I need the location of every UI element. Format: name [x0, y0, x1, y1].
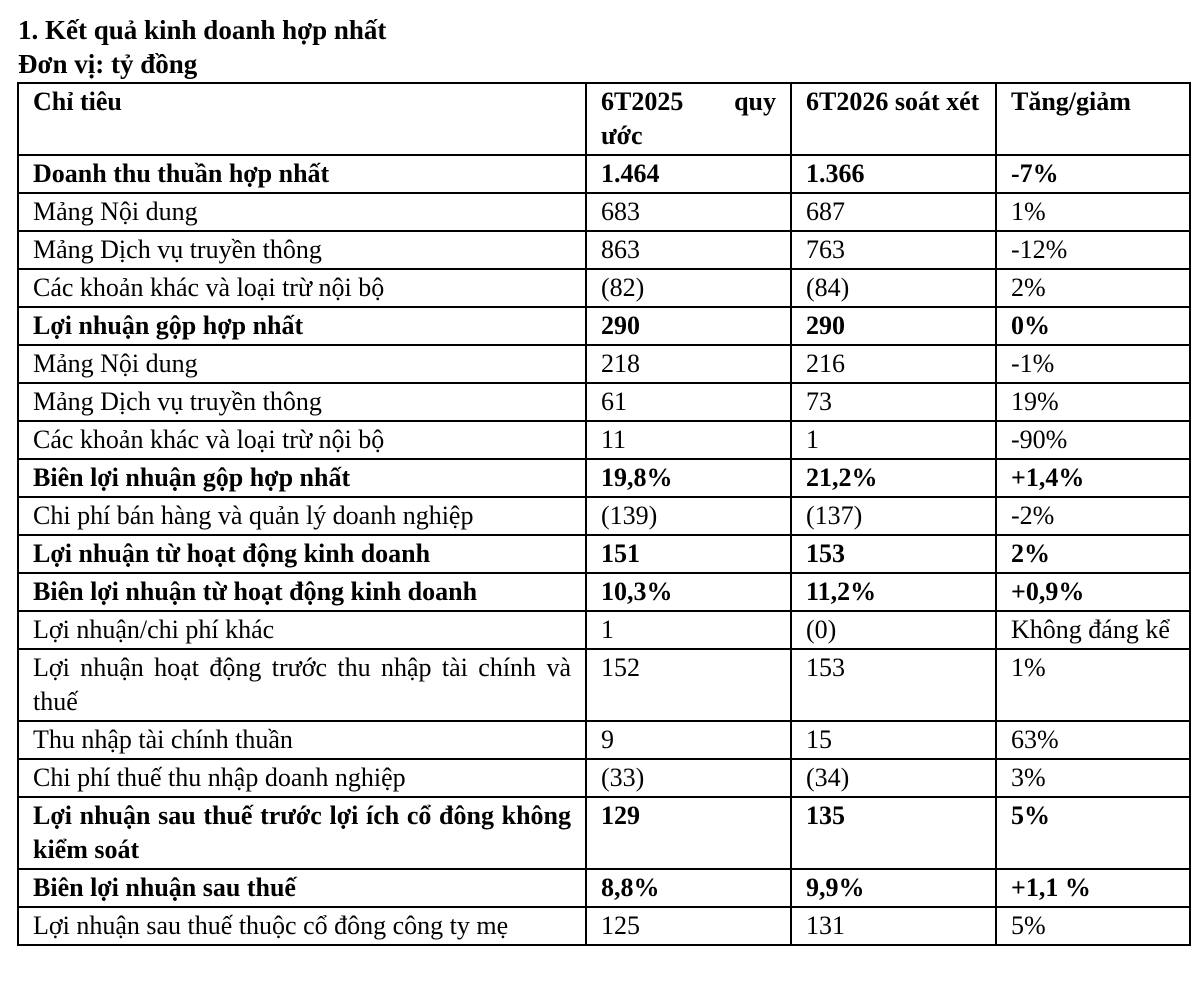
table-row: [18, 907, 1190, 945]
value-6t2026-cell: 9,9%: [791, 869, 996, 907]
indicator-cell: Mảng Nội dung: [18, 345, 586, 383]
header-6t2026: 6T2026 soát xét: [791, 83, 996, 155]
change-cell: 63%: [996, 721, 1190, 759]
change-cell: 5%: [996, 907, 1190, 945]
value-6t2026-cell: 135: [791, 797, 996, 869]
value-6t2025-cell: 10,3%: [586, 573, 791, 611]
value-6t2025-cell: 129: [586, 797, 791, 869]
value-6t2026-cell: 15: [791, 721, 996, 759]
change-cell: 1%: [996, 649, 1190, 721]
value-6t2026-cell: 1.366: [791, 155, 996, 193]
value-6t2025-cell: 9: [586, 721, 791, 759]
table-row: [18, 759, 1190, 797]
change-cell: -2%: [996, 497, 1190, 535]
value-6t2025-cell: (33): [586, 759, 791, 797]
change-cell: 2%: [996, 269, 1190, 307]
table-row: [18, 535, 1190, 573]
change-cell: 2%: [996, 535, 1190, 573]
value-6t2026-cell: 153: [791, 649, 996, 721]
indicator-cell: Mảng Dịch vụ truyền thông: [18, 231, 586, 269]
change-cell: -12%: [996, 231, 1190, 269]
table-row: [18, 497, 1190, 535]
value-6t2026-cell: 11,2%: [791, 573, 996, 611]
unit-label: Đơn vị: tỷ đồng: [18, 49, 198, 79]
value-6t2026-cell: 153: [791, 535, 996, 573]
table-row: [18, 869, 1190, 907]
table-row: [18, 797, 1190, 869]
table-row: [18, 269, 1190, 307]
value-6t2026-cell: 73: [791, 383, 996, 421]
value-6t2025-cell: 11: [586, 421, 791, 459]
indicator-cell: Thu nhập tài chính thuần: [18, 721, 586, 759]
indicator-cell: Mảng Nội dung: [18, 193, 586, 231]
indicator-cell: Biên lợi nhuận từ hoạt động kinh doanh: [18, 573, 586, 611]
indicator-cell: Doanh thu thuần hợp nhất: [18, 155, 586, 193]
change-cell: 1%: [996, 193, 1190, 231]
value-6t2026-cell: 21,2%: [791, 459, 996, 497]
value-6t2026-cell: 290: [791, 307, 996, 345]
value-6t2025-cell: (82): [586, 269, 791, 307]
value-6t2025-cell: 152: [586, 649, 791, 721]
table-row: [18, 345, 1190, 383]
change-cell: -1%: [996, 345, 1190, 383]
header-change: Tăng/giảm: [996, 83, 1190, 155]
value-6t2026-cell: 131: [791, 907, 996, 945]
indicator-cell: Mảng Dịch vụ truyền thông: [18, 383, 586, 421]
section-heading: 1. Kết quả kinh doanh hợp nhất: [18, 15, 387, 45]
indicator-cell: Biên lợi nhuận gộp hợp nhất: [18, 459, 586, 497]
value-6t2026-cell: 216: [791, 345, 996, 383]
value-6t2026-cell: 687: [791, 193, 996, 231]
header-indicator: Chỉ tiêu: [18, 83, 586, 155]
value-6t2025-cell: 1.464: [586, 155, 791, 193]
value-6t2025-cell: 8,8%: [586, 869, 791, 907]
change-cell: 5%: [996, 797, 1190, 869]
table-body: [18, 155, 1190, 945]
table-row: [18, 649, 1190, 721]
table-row: [18, 231, 1190, 269]
value-6t2025-cell: (139): [586, 497, 791, 535]
table-row: [18, 421, 1190, 459]
change-cell: +0,9%: [996, 573, 1190, 611]
change-cell: -7%: [996, 155, 1190, 193]
business-results-table: [17, 82, 1191, 946]
change-cell: 19%: [996, 383, 1190, 421]
value-6t2025-cell: 290: [586, 307, 791, 345]
value-6t2026-cell: 1: [791, 421, 996, 459]
table-row: [18, 193, 1190, 231]
table-row: [18, 721, 1190, 759]
change-cell: 0%: [996, 307, 1190, 345]
change-cell: Không đáng kể: [996, 611, 1190, 649]
indicator-cell: Chi phí thuế thu nhập doanh nghiệp: [18, 759, 586, 797]
value-6t2025-cell: 19,8%: [586, 459, 791, 497]
table-row: [18, 573, 1190, 611]
value-6t2026-cell: (137): [791, 497, 996, 535]
indicator-cell: Lợi nhuận/chi phí khác: [18, 611, 586, 649]
change-cell: 3%: [996, 759, 1190, 797]
table-row: [18, 611, 1190, 649]
value-6t2025-cell: 1: [586, 611, 791, 649]
table-row: [18, 383, 1190, 421]
indicator-cell: Các khoản khác và loại trừ nội bộ: [18, 421, 586, 459]
value-6t2026-cell: (0): [791, 611, 996, 649]
value-6t2026-cell: (84): [791, 269, 996, 307]
indicator-cell: Lợi nhuận sau thuế trước lợi ích cổ đông không kiểm soát: [18, 797, 586, 869]
table-row: [18, 307, 1190, 345]
indicator-cell: Lợi nhuận gộp hợp nhất: [18, 307, 586, 345]
indicator-cell: Lợi nhuận sau thuế thuộc cổ đông công ty mẹ: [18, 907, 586, 945]
value-6t2026-cell: 763: [791, 231, 996, 269]
value-6t2025-cell: 863: [586, 231, 791, 269]
indicator-cell: Chi phí bán hàng và quản lý doanh nghiệp: [18, 497, 586, 535]
value-6t2025-cell: 61: [586, 383, 791, 421]
indicator-cell: Các khoản khác và loại trừ nội bộ: [18, 269, 586, 307]
value-6t2025-cell: 151: [586, 535, 791, 573]
value-6t2025-cell: 683: [586, 193, 791, 231]
indicator-cell: Lợi nhuận từ hoạt động kinh doanh: [18, 535, 586, 573]
indicator-cell: Lợi nhuận hoạt động trước thu nhập tài chính và thuế: [18, 649, 586, 721]
change-cell: +1,4%: [996, 459, 1190, 497]
table-row: [18, 459, 1190, 497]
change-cell: +1,1 %: [996, 869, 1190, 907]
table-row: [18, 155, 1190, 193]
value-6t2025-cell: 218: [586, 345, 791, 383]
indicator-cell: Biên lợi nhuận sau thuế: [18, 869, 586, 907]
table-header-row: [18, 83, 1190, 155]
header-6t2025: 6T2025 quy ước: [586, 83, 791, 155]
change-cell: -90%: [996, 421, 1190, 459]
value-6t2025-cell: 125: [586, 907, 791, 945]
value-6t2026-cell: (34): [791, 759, 996, 797]
